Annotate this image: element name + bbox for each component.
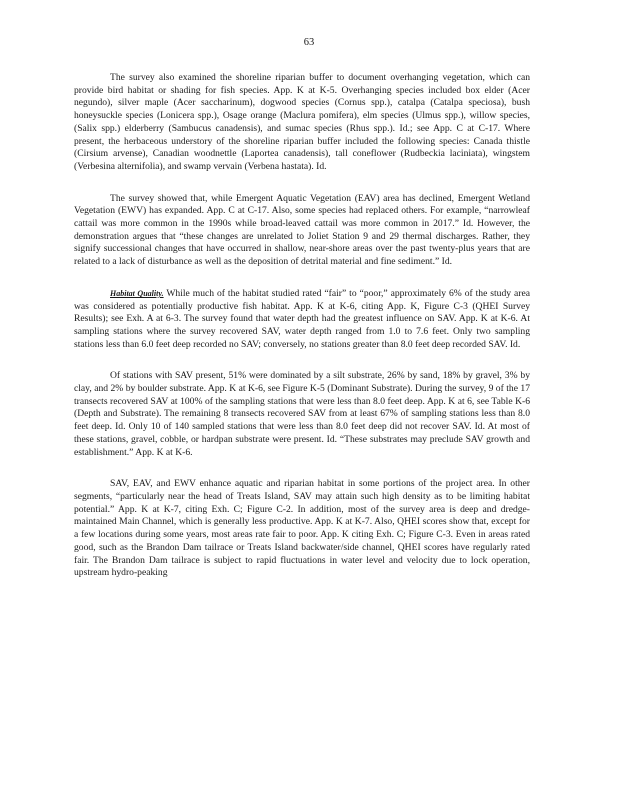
paragraph-vegetation-change: The survey showed that, while Emergent Aquatic Vegetation (EAV) area has declined, Emergent Wetland Vegetation (EWV) has expanded. App. C at C-17. Also, some species had replaced others. For example, “narrowleaf cattail was more common in the 1990s while broad-leaved cattail was more common in 2017.” Id. However, the demonstration argues that “these changes are unrelated to Joliet Station 9 and 29 thermal discharges. Rather, they signify successional changes that have occurred in shallow, near-shore areas over the past twenty-plus years that are related to a lack of disturbance as well as the deposition of detrital material and fine sediment.” Id. (74, 192, 530, 268)
paragraph-riparian-buffer: The survey also examined the shoreline riparian buffer to document overhanging vegetation, which can provide bird habitat or shading for fish species. App. K at K-5. Overhanging species included box elder (Acer negundo), silver maple (Acer saccharinum), dogwood species (Cornus spp.), catalpa (Catalpa speciosa), bush honeysuckle species (Lonicera spp.), Osage orange (Maclura pomifera), elm species (Ulmus spp.), willow species, (Salix spp.) elderberry (Sambucus canadensis), and sumac species (Rhus spp.). Id.; see App. C at C-17. Where present, the herbaceous understory of the shoreline riparian buffer included the following species: Canada thistle (Cirsium arvense), Canadian woodnettle (Laportea canadensis), tall coneflower (Rudbeckia laciniata), wingstem (Verbesina alternifolia), and swamp vervain (Verbena hastata). Id. (74, 72, 530, 172)
habitat-quality-heading: Habitat Quality. (110, 288, 164, 298)
habitat-quality-text: While much of the habitat studied rated “fair” to “poor,” approximately 6% of the study area was considered as potentially productive fish habitat. App. K at K-6, citing App. K, Figure C-3 (QHEI Survey Results); see Exh. A at 6-3. The survey found that water depth had the greatest influence on SAV. App. K at K-6. At sampling stations where the survey recovered SAV, water depth ranged from 1.0 to 7.6 feet. Only two sampling stations less than 6.0 feet deep recorded no SAV; conversely, no stations greater than 8.0 feet deep recorded SAV. Id. (74, 287, 530, 350)
paragraph-habitat-enhancement: SAV, EAV, and EWV enhance aquatic and riparian habitat in some portions of the project area. In other segments, “particularly near the head of Treats Island, SAV may attain such high density as to be limiting habitat potential.” App. K at K-7, citing Exh. C; Figure C-2. In addition, most of the survey area is deep and dredge-maintained Main Channel, which is generally less productive. App. K at K-7. Also, QHEI scores show that, except for a few locations during some years, most areas rate fair to poor. App. K citing Exh. C; Figure C-3. Even in areas rated good, such as the Brandon Dam tailrace or Treats Island backwater/side channel, QHEI scores have regularly rated fair. The Brandon Dam tailrace is subject to rapid fluctuations in water level and velocity due to lock operation, upstream hydro-peaking (74, 478, 530, 579)
paragraph-sav-substrate: Of stations with SAV present, 51% were dominated by a silt substrate, 26% by sand, 18% by gravel, 3% by clay, and 2% by boulder substrate. App. K at K-6, see Figure K-5 (Dominant Substrate). During the survey, 9 of the 17 transects recovered SAV at 100% of the sampling stations that were less than 8.0 feet deep. App. K at 6, see Table K-6 (Depth and Substrate). The remaining 8 transects recovered SAV from at least 67% of sampling stations less than 8.0 feet deep. Id. Only 10 of 140 sampled stations that were less than 8.0 feet deep did not recover SAV. Id. At most of these stations, gravel, cobble, or hardpan substrate were present. Id. “These substrates may preclude SAV growth and establishment.” App. K at K-6. (74, 370, 530, 458)
paragraph-habitat-quality (74, 288, 530, 352)
document-body (74, 72, 530, 599)
page-number: 63 (303, 37, 315, 48)
